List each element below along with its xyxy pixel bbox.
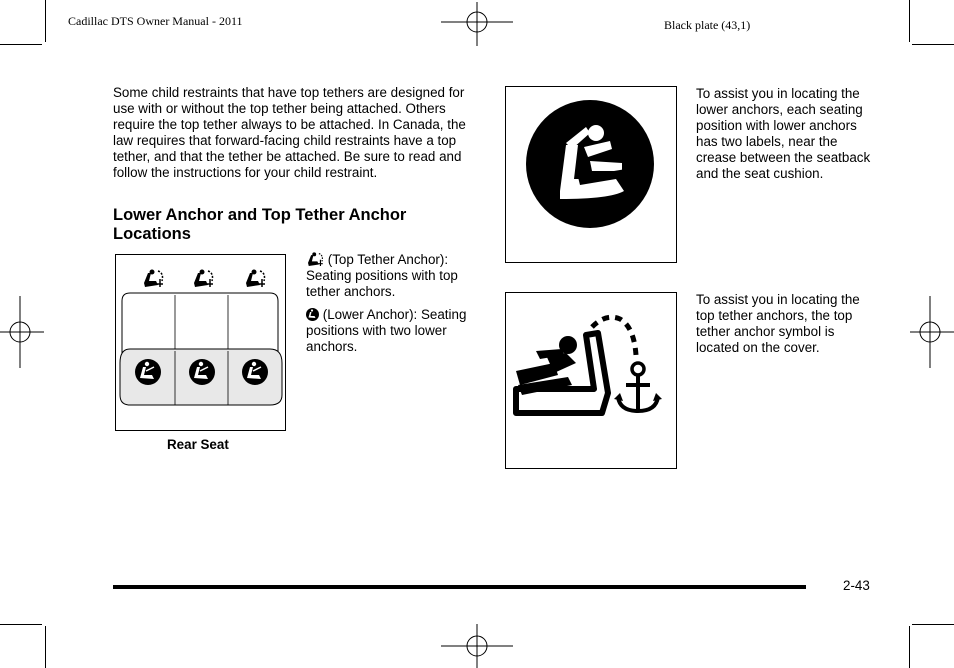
crop-mark xyxy=(45,626,46,668)
rear-seat-figure xyxy=(115,254,286,431)
registration-mark-icon xyxy=(0,296,44,368)
top-tether-note: To assist you in locating the top tether anchors, the top tether anchor symbol is located on the cover. xyxy=(696,292,860,355)
registration-mark-icon xyxy=(910,296,954,368)
top-tether-anchor-icon xyxy=(506,293,675,467)
footer-rule xyxy=(113,585,806,589)
top-tether-anchor-icon xyxy=(144,270,163,288)
lower-anchor-icon xyxy=(306,308,319,321)
top-tether-anchor-icon xyxy=(194,270,213,288)
lower-anchor-icon xyxy=(242,359,268,385)
intro-paragraph: Some child restraints that have top tethers are designed for use with or without the top tether being attached. Others require the top tether always to be attached. In Canada, the law requires that forward-facing child restraints have a top tether, and that the tether be attached. Be sure to read and follow the instructions for your child restraint. xyxy=(113,85,466,180)
seat-back xyxy=(122,293,278,355)
registration-mark-icon xyxy=(441,624,513,668)
top-tether-anchor-icon xyxy=(306,252,324,266)
section-heading: Lower Anchor and Top Tether Anchor Locations xyxy=(113,206,407,243)
top-tether-symbol-figure xyxy=(505,292,677,469)
crop-mark xyxy=(909,0,910,42)
lower-anchor-icon xyxy=(506,87,675,261)
lower-anchor-label-figure xyxy=(505,86,677,263)
lower-anchor-icon xyxy=(135,359,161,385)
header-plate: Black plate (43,1) xyxy=(664,18,751,32)
crop-mark xyxy=(45,0,46,42)
lower-anchor-icon xyxy=(189,359,215,385)
page-number: 2-43 xyxy=(843,578,870,593)
crop-mark xyxy=(912,44,954,45)
crop-mark xyxy=(0,44,42,45)
figure-caption: Rear Seat xyxy=(167,437,229,452)
lower-anchor-note: To assist you in locating the lower anchors, each seating position with lower anchors has two labels, near the crease between the seatback and the seat cushion. xyxy=(696,86,871,181)
registration-mark-icon xyxy=(441,2,513,46)
crop-mark xyxy=(909,626,910,668)
crop-mark xyxy=(0,624,42,625)
legend-top-tether xyxy=(306,252,478,300)
header-title: Cadillac DTS Owner Manual - 2011 xyxy=(68,14,243,28)
legend-lower-anchor-text: (Lower Anchor): Seating positions with two lower anchors. xyxy=(306,307,467,354)
rear-seat-illustration xyxy=(116,255,284,429)
legend-top-tether-text: (Top Tether Anchor): Seating positions with top tether anchors. xyxy=(306,252,458,299)
crop-mark xyxy=(912,624,954,625)
legend-lower-anchor xyxy=(306,307,478,355)
top-tether-anchor-icon xyxy=(246,270,265,288)
